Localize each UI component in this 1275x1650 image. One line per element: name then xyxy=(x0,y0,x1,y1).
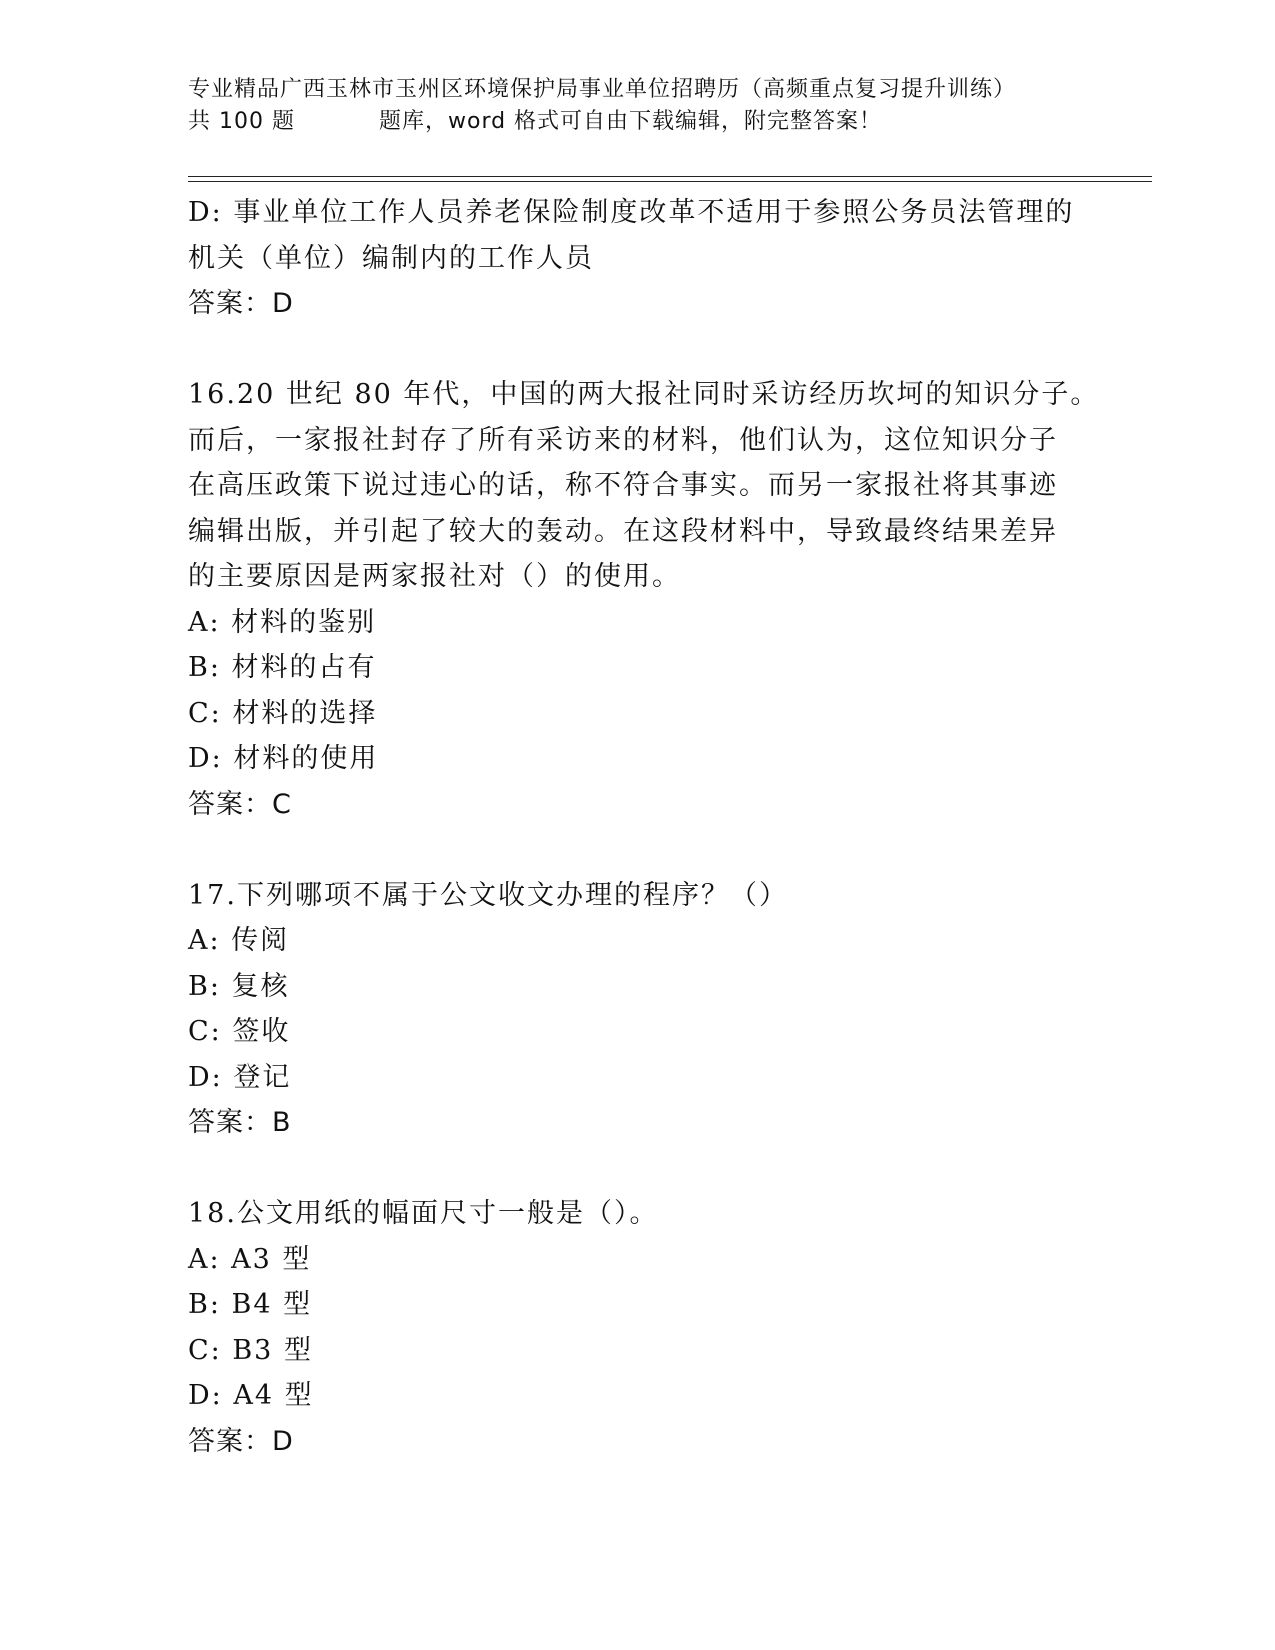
question-16-answer: 答案：C xyxy=(188,788,292,820)
section-gap xyxy=(188,1146,1068,1192)
question-16-stem-line-1: 16.20 世纪 80 年代，中国的两大报社同时采访经历坎坷的知识分子。 xyxy=(188,379,1100,410)
section-gap xyxy=(188,827,1068,873)
question-18 xyxy=(188,1191,1068,1464)
question-16-option-a: A: 材料的鉴别 xyxy=(188,606,377,638)
question-17 xyxy=(188,873,1068,1146)
question-18-stem: 18.公文用纸的幅面尺寸一般是（）。 xyxy=(188,1198,659,1229)
question-18-option-b: B: B4 型 xyxy=(188,1289,313,1320)
option-d-line-1: D: 事业单位工作人员养老保险制度改革不适用于参照公务员法管理的 xyxy=(188,197,1075,228)
question-16-stem-line-5: 的主要原因是两家报社对（）的使用。 xyxy=(188,561,681,592)
question-17-answer: 答案：B xyxy=(188,1107,292,1138)
header-rule-top xyxy=(188,176,1152,177)
question-18-option-a: A: A3 型 xyxy=(188,1243,312,1275)
question-18-option-d: D: A4 型 xyxy=(188,1380,314,1411)
question-17-option-a: A: 传阅 xyxy=(188,925,290,956)
answer-line: 答案：D xyxy=(188,288,294,319)
question-16 xyxy=(188,372,1100,827)
question-16-stem-line-2: 而后，一家报社封存了所有采访来的材料，他们认为，这位知识分子 xyxy=(188,424,1058,456)
question-16-stem-line-4: 编辑出版，并引起了较大的轰动。在这段材料中，导致最终结果差异 xyxy=(188,515,1058,547)
question-count: 共 100 题 xyxy=(188,109,295,134)
section-gap xyxy=(188,327,1068,373)
question-17-option-d: D: 登记 xyxy=(188,1061,292,1093)
page-header xyxy=(188,74,1088,138)
question-17-option-c: C: 签收 xyxy=(188,1016,291,1047)
question-16-stem-line-3: 在高压政策下说过违心的话，称不符合事实。而另一家报社将其事迹 xyxy=(188,470,1058,501)
question-16-option-b: B: 材料的占有 xyxy=(188,652,377,683)
header-title: 专业精品广西玉林市玉州区环境保护局事业单位招聘历（高频重点复习提升训练） xyxy=(188,77,1017,102)
option-d-line-2: 机关（单位）编制内的工作人员 xyxy=(188,242,594,274)
question-content xyxy=(188,190,1100,1464)
header-subtitle xyxy=(188,106,1088,138)
question-17-stem: 17.下列哪项不属于公文收文办理的程序？（） xyxy=(188,879,788,911)
question-18-option-c: C: B3 型 xyxy=(188,1334,313,1366)
continued-question xyxy=(188,190,1075,327)
question-17-option-b: B: 复核 xyxy=(188,970,290,1002)
header-note: 题库，word 格式可自由下载编辑，附完整答案！ xyxy=(378,109,883,134)
header-rule-bottom xyxy=(188,181,1152,182)
question-16-option-c: C: 材料的选择 xyxy=(188,697,378,729)
question-18-answer: 答案：D xyxy=(188,1425,294,1457)
question-16-option-d: D: 材料的使用 xyxy=(188,743,379,774)
